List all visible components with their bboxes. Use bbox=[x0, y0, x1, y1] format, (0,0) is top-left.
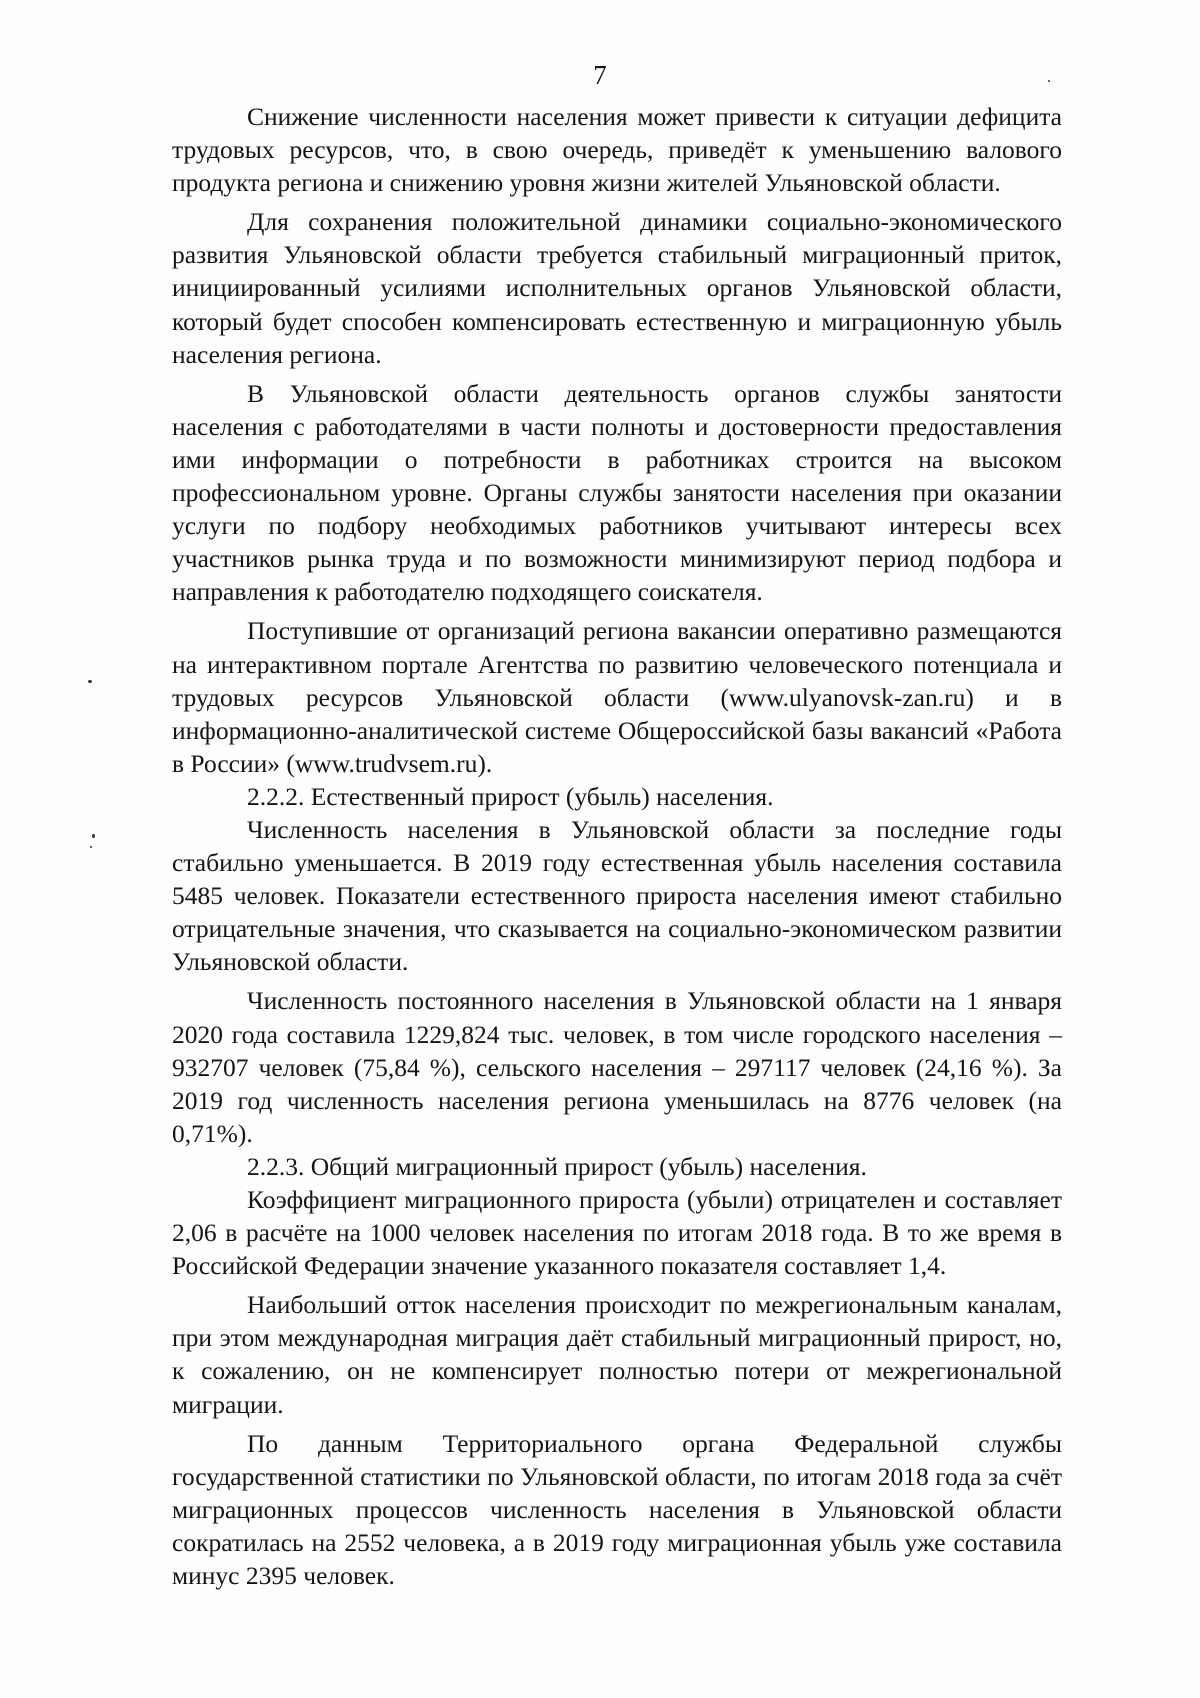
paragraph-interregional-outflow: Наибольший отток населения происходит по межрегиональным каналам, при этом международная миграция даёт стабильный миграционный прирост, но, к сожалению, он не компенсирует полностью потери от межрегиональной миграции. bbox=[172, 1290, 1062, 1419]
scan-speck bbox=[88, 680, 92, 683]
paragraph-population-count: Численность постоянного населения в Ульяновской области на 1 января 2020 года составила 1229,824 тыс. человек, в том числе городского населения – 932707 человек (75,84 %), сельского населения – 297117 человек (24,16 %). За 2019 год численность населения региона уменьшилась на 8776 человек (на 0,71%). bbox=[172, 986, 1062, 1148]
paragraph-labor-deficit: Снижение численности населения может привести к ситуации дефицита трудовых ресурсов, что, в свою очередь, приведёт к уменьшению валового продукта региона и снижению уровня жизни жителей Ульяновской области. bbox=[172, 102, 1062, 198]
page-number: 7 bbox=[593, 60, 607, 90]
paragraph-natural-decline: Численность населения в Ульяновской области за последние годы стабильно уменьшается. В 2019 году естественная убыль населения составила 5485 человек. Показатели естественного прироста населения имеют стабильно отрицательные значения, что сказывается на социально-экономическом развитии Ульяновской области. bbox=[172, 814, 1062, 977]
scan-speck bbox=[1048, 80, 1050, 82]
section-heading-natural-growth: 2.2.2. Естественный прирост (убыль) населения. bbox=[247, 781, 774, 811]
paragraph-migration-inflow: Для сохранения положительной динамики социально-экономического развития Ульяновской области требуется стабильный миграционный приток, инициированный усилиями исполнительных органов Ульяновской области, который будет способен компенсировать естественную и миграционную убыль населения региона. bbox=[172, 207, 1062, 369]
scan-speck bbox=[92, 834, 95, 838]
paragraph-statistics-data: По данным Территориального органа Федеральной службы государственной статистики по Ульяновской области, по итогам 2018 года за счёт миграционных процессов численность населения в Ульяновской области сократилась на 2552 человека, а в 2019 году миграционная убыль уже составила минус 2395 человек. bbox=[172, 1428, 1062, 1591]
paragraph-migration-coefficient: Коэффициент миграционного прироста (убыли) отрицателен и составляет 2,06 в расчёте на 1000 человек населения по итогам 2018 года. В то же время в Российской Федерации значение указанного показателя составляет 1,4. bbox=[172, 1185, 1062, 1281]
document-body bbox=[172, 100, 1062, 1592]
scan-speck bbox=[90, 846, 92, 848]
section-heading-migration-growth: 2.2.3. Общий миграционный прирост (убыль) населения. bbox=[247, 1151, 867, 1181]
paragraph-employment-service: В Ульяновской области деятельность органов службы занятости населения с работодателями в части полноты и достоверности предоставления ими информации о потребности в работниках строится на высоком профессиональном уровне. Органы службы занятости населения при оказании услуги по подбору необходимых работников учитывают интересы всех участников рынка труда и по возможности минимизируют период подбора и направления к работодателю подходящего соискателя. bbox=[172, 378, 1062, 607]
paragraph-vacancies-portal: Поступившие от организаций региона вакансии оперативно размещаются на интерактивном портале Агентства по развитию человеческого потенциала и трудовых ресурсов Ульяновской области (www.ulyanovsk-zan.ru) и в информационно-аналитической системе Общероссийской базы вакансий «Работа в России» (www.trudvsem.ru). bbox=[172, 616, 1062, 778]
